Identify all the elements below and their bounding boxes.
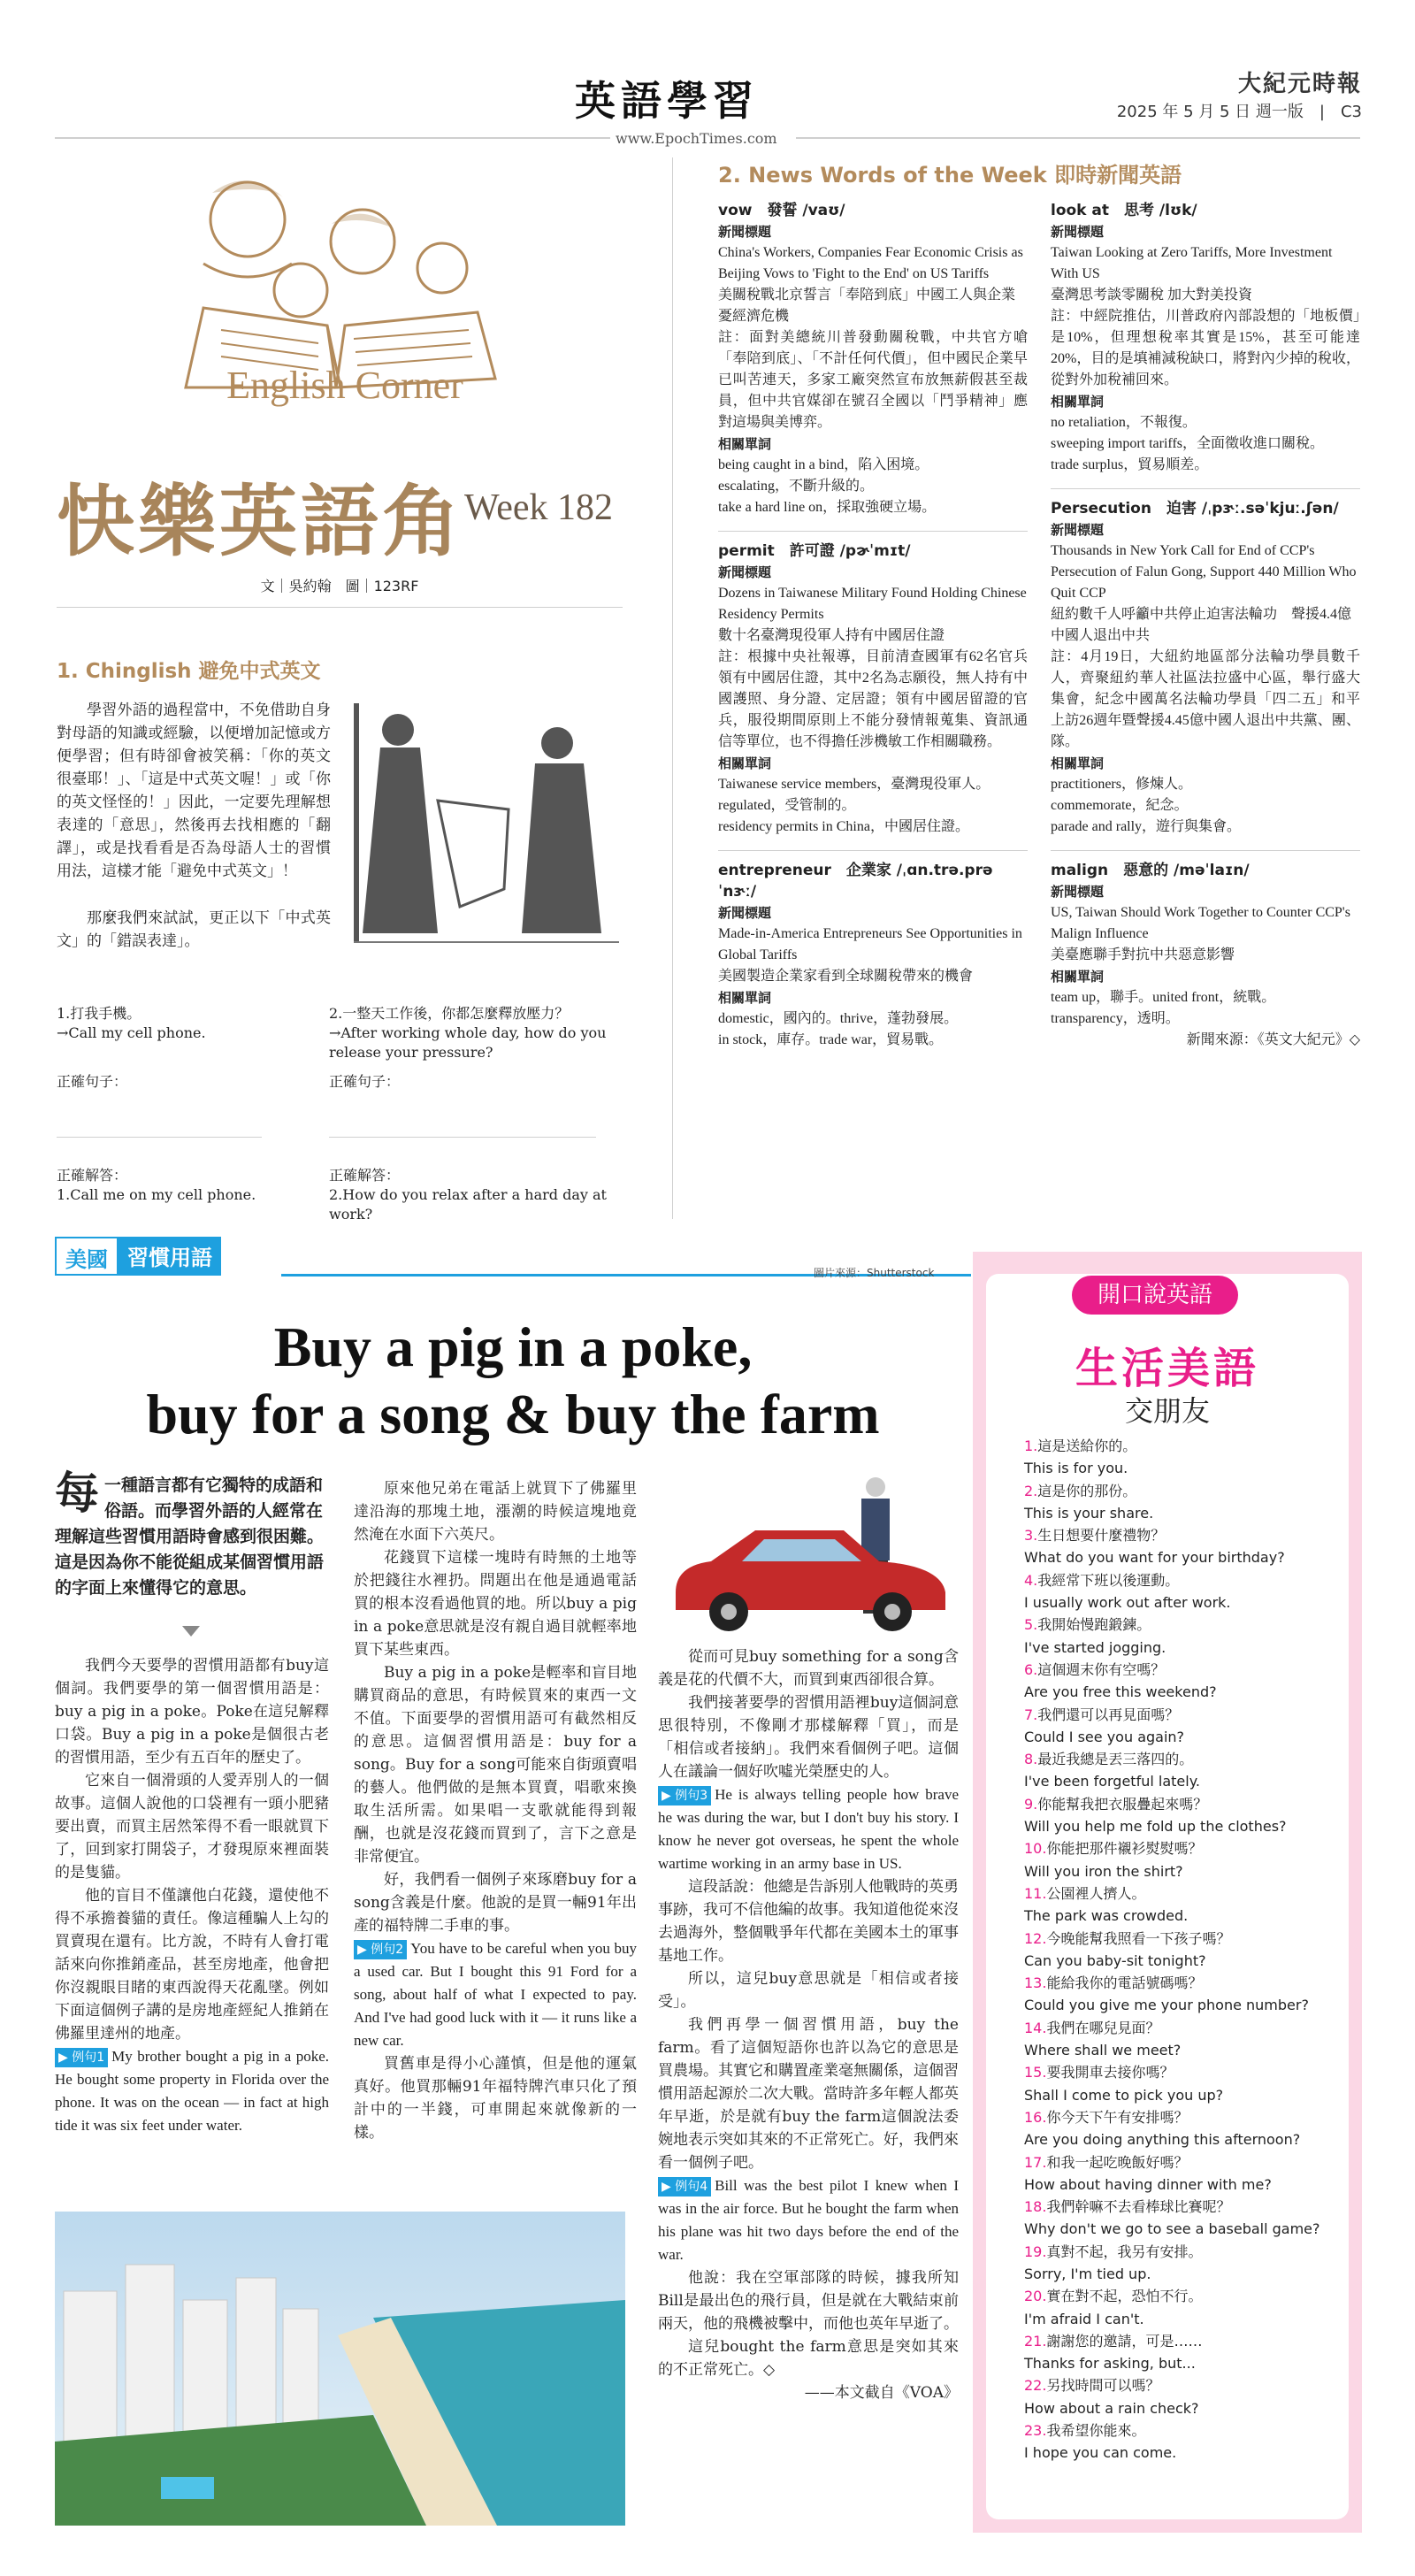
phrase-english: Can you baby-sit tonight? bbox=[1024, 1951, 1206, 1969]
phrase-item-zh bbox=[1024, 1837, 1334, 1859]
phrase-chinese: 這個週末你有空嗎？ bbox=[1037, 1660, 1166, 1678]
english-corner-label: English Corner bbox=[226, 364, 463, 407]
news-column-left bbox=[718, 200, 1028, 1063]
question-2: 2.一整天工作後，你都怎麼釋放壓力？ →After working whole day, how do you release your pressure? bbox=[329, 1005, 607, 1061]
phrase-number: 16. bbox=[1024, 2108, 1047, 2126]
phrase-number: 2. bbox=[1024, 1482, 1038, 1499]
phrase-item-zh bbox=[1024, 1882, 1334, 1905]
phrase-chinese: 我們在哪兒見面？ bbox=[1046, 2019, 1160, 2036]
phrase-chinese: 我希望你能來。 bbox=[1046, 2422, 1146, 2440]
example-4-tag: ▶ 例句4 bbox=[658, 2177, 711, 2196]
phrase-item-zh bbox=[1024, 2374, 1334, 2396]
phrase-item-zh bbox=[1024, 1793, 1334, 1815]
phrase-chinese: 這是送給你的。 bbox=[1037, 1438, 1137, 1454]
page-title: 英語學習 bbox=[575, 77, 759, 125]
phrase-number: 23. bbox=[1024, 2422, 1047, 2440]
phrase-number: 15. bbox=[1024, 2064, 1047, 2082]
section1-intro2: 那麼我們來試試，更正以下「中式英文」的「錯誤表達」。 bbox=[57, 909, 331, 950]
news-item-malign: malign 惡意的 /məˈlaɪn/ 新聞標題 US, Taiwan Should Work Together to Counter CCP's Malign Influence 美臺應聯手對抗中共惡意影響 相關單詞 team up，聯手。united front，統戰。 transparency，透明。 新聞來源：《英文大紀元》◇ bbox=[1051, 862, 1360, 1047]
answer-line-1[interactable] bbox=[57, 1137, 262, 1138]
phrase-chinese: 我們還可以再見面嗎？ bbox=[1037, 1706, 1180, 1723]
phrase-chinese: 我經常下班以後運動。 bbox=[1037, 1571, 1180, 1589]
section1-intro: 學習外語的過程當中，不免借助自身對母語的知識或經驗，以便增加記憶或方便學習；但有時卻會被笑稱：「你的英文很臺耶！」、「這是中式英文喔！」或「你的英文怪怪的！」因此，一定要先理解想表達的「意思」，然後再去找相應的「翻譯」，或是找看看是否為母語人士的習慣用法，這樣才能「避免中式英文」！ bbox=[57, 702, 331, 880]
news-item-vow: vow 發誓 /vaʊ/ 新聞標題 China's Workers, Companies Fear Economic Crisis as Beijing Vows to 'Fight to the End' on US Tariffs 美關稅戰北京誓言「奉陪到底」中國工人與企業憂經濟危機 註：面對美總統川普發動關稅戰，中共官方嗆「奉陪到底」、「不計任何代價」，但中國民企業早已叫苦連天，多家工廠突然宣布放無薪假甚至裁員，但中共官媒卻在號召全國以「鬥爭精神」應對這場與美博弈。 相關單詞 being caught in a bind，陷入困境。 escalating，不斷升級的。 take a hard line on，採取強硬立場。 bbox=[718, 202, 1028, 515]
phrase-english: What do you want for your birthday? bbox=[1024, 1549, 1285, 1567]
down-arrow-icon bbox=[182, 1626, 200, 1637]
byline: 文｜吳約翰 圖｜123RF bbox=[260, 578, 419, 594]
phrase-chinese: 今晚能幫我照看一下孩子嗎？ bbox=[1046, 1929, 1231, 1947]
phrase-number: 22. bbox=[1024, 2377, 1047, 2395]
phrase-english: How about having dinner with me? bbox=[1024, 2175, 1272, 2193]
phrase-english: Will you iron the shirt? bbox=[1024, 1862, 1183, 1880]
section1-title: 1. Chinglish 避免中式英文 bbox=[57, 660, 321, 683]
phrase-item-zh bbox=[1024, 1972, 1334, 1994]
image-credit: 圖片來源：Shutterstock bbox=[814, 1267, 935, 1279]
phrase-english: How about a rain check? bbox=[1024, 2399, 1199, 2417]
article-lede: 每 一種語言都有它獨特的成語和俗語。而學習外語的人經常在理解這些習慣用語時會感到很困難。這是因為你不能從組成某個習慣用語的字面上來懂得它的意思。 bbox=[55, 1467, 325, 1598]
question-1: 1.打我手機。 →Call my cell phone. bbox=[57, 1005, 206, 1041]
phrase-english: Are you free this weekend? bbox=[1024, 1683, 1217, 1701]
phrase-item-zh bbox=[1024, 1524, 1334, 1546]
fix-label-2: 正確句子： bbox=[329, 1073, 401, 1090]
article-col-3: 從而可見buy something for a song含義是花的代價不大，而買到東西卻很合算。 我們接著要學的習慣用語裡buy這個詞意思很特別，不像剛才那樣解釋「買」，而是「相信或者接納」。我們來看個例子吧。這個人在議論一個好吹噓光榮歷史的人。 ▶ 例句3 He is always telling people how brave he was during the war, but I don't buy his story. I know he never got overseas, he spent the whole wartime working in an army base in US. 這段話說：他總是告訴別人他戰時的英勇事跡，我可不信他編的故事。我知道他從來沒去過海外，整個戰爭年代都在美國本土的軍事基地工作。 所以，這兒buy意思就是「相信或者接受」。 我們再學一個習慣用語，buy the farm。看了這個短語你也許以為它的意思是買農場。其實它和購置產業毫無關係，這個習慣用語起源於二次大戰。當時許多年輕人都英年早逝，於是就有buy the farm這個說法委婉地表示突如其來的不正常死亡。好，我們來看一個例子吧。 ▶ 例句4 Bill was the best pilot I knew when I was in the air force. But he bought the farm when his plane was hit two days before the end of the war. 他說：我在空軍部隊的時候，據我所知Bill是最出色的飛行員，但是就在大戰結束前兩天，他的飛機被擊中，而他也英年早逝了。 這兒bought the farm意思是突如其來的不正常死亡。◇ ——本文截自《VOA》 bbox=[658, 1648, 959, 2402]
article-col-1: 我們今天要學的習慣用語都有buy這個詞。我們要學的第一個習慣用語是：buy a pig in a poke。Poke在這兒解釋口袋。Buy a pig in a poke是個很古老的習慣用語，至少有五百年的歷史了。 它來自一個滑頭的人愛弄別人的一個故事。這個人說他的口袋裡有一頭小肥豬要出賣，而買主居然笨得不看一眼就買下了，回到家打開袋子，才發現原來裡面裝的是隻貓。 他的盲目不僅讓他白花錢，還使他不得不承擔養貓的責任。像這種騙人上勾的買賣現在還有。比方說，不時有人會打電話來向你推銷產品，甚至房地產，他會把你沒親眼目睹的東西說得天花亂墜。例如下面這個例子講的是房地產經紀人推銷在佛羅里達州的地產。 ▶ 例句1 My brother bought a pig in a poke. He bought some property in Florida over the phone. It was on the ocean — in fact at high tide it was six feet under water. bbox=[55, 1657, 329, 2134]
example-1-tag: ▶ 例句1 bbox=[55, 2048, 108, 2067]
phrase-chinese: 要我開車去接你嗎？ bbox=[1046, 2064, 1174, 2082]
phrases-subtitle: 交朋友 bbox=[1124, 1394, 1210, 1428]
phrase-item-zh bbox=[1024, 2330, 1334, 2352]
phrase-item-zh bbox=[1024, 2196, 1334, 2218]
phrase-chinese: 謝謝您的邀請，可是…… bbox=[1046, 2332, 1203, 2350]
phrase-english: I hope you can come. bbox=[1024, 2444, 1177, 2462]
phrase-english: Where shall we meet? bbox=[1024, 2042, 1182, 2059]
idiom-tag: 美國 習慣用語 bbox=[55, 1237, 221, 1276]
phrase-english: Why don't we go to see a baseball game? bbox=[1024, 2220, 1320, 2238]
phrase-english: The park was crowded. bbox=[1024, 1907, 1189, 1925]
phrase-english: I've started jogging. bbox=[1024, 1638, 1166, 1656]
phrase-chinese: 公園裡人擠人。 bbox=[1046, 1884, 1146, 1902]
phrase-chinese: 你今天下午有安排嗎？ bbox=[1046, 2108, 1189, 2126]
issue-info: 2025 年 5 月 5 日 週一版 | C3 bbox=[1116, 103, 1362, 121]
column-title: 快樂英語角 bbox=[57, 475, 464, 567]
phrase-number: 9. bbox=[1024, 1795, 1038, 1813]
greek-figures-illustration bbox=[336, 694, 628, 951]
article-headline: Buy a pig in a poke, buy for a song & buy the farm bbox=[146, 1315, 880, 1445]
phrase-english: Thanks for asking, but... bbox=[1024, 2355, 1196, 2373]
phrase-item-zh bbox=[1024, 1480, 1334, 1502]
fix-label-1: 正確句子： bbox=[57, 1073, 128, 1090]
phrase-chinese: 真對不起，我另有安排。 bbox=[1046, 2242, 1203, 2260]
phrase-item-zh bbox=[1024, 2285, 1334, 2307]
phrase-chinese: 生日想要什麼禮物？ bbox=[1037, 1527, 1166, 1545]
phrase-number: 17. bbox=[1024, 2153, 1047, 2171]
example-2-tag: ▶ 例句2 bbox=[354, 1940, 407, 1959]
phrase-english: I usually work out after work. bbox=[1024, 1594, 1231, 1612]
phrase-number: 20. bbox=[1024, 2288, 1047, 2305]
phrase-number: 21. bbox=[1024, 2332, 1047, 2350]
news-item-entrepreneur: entrepreneur 企業家 /ˌɑn.trə.prəˈnɝː/ 新聞標題 Made-in-America Entrepreneurs See Opportunities in Global Tariffs 美國製造企業家看到全球關稅帶來的機會 相關單詞 domestic，國內的。thrive，蓬勃發展。 in stock，庫存。trade war，貿易戰。 bbox=[718, 862, 1022, 1047]
phrase-number: 19. bbox=[1024, 2242, 1047, 2260]
answer-1: 正確解答： 1.Call me on my cell phone. bbox=[57, 1167, 256, 1203]
phrase-item-zh bbox=[1024, 2061, 1334, 2083]
red-car-illustration bbox=[658, 1468, 959, 1637]
news-item-look-at: look at 思考 /lʊk/ 新聞標題 Taiwan Looking at Zero Tariffs, More Investment With US 臺灣思考談零關稅 加大對美投資 註：中經院推估，川普政府內部設想的「地板價」是10%，但理想稅率其實是15%，甚至可能達20%，目的是填補減稅缺口，將對內少掉的稅收，從對外加稅補回來。 相關單詞 no retaliation，不報復。 sweeping import tariffs，全面徵收進口關稅。 trade surplus，貿易順差。 bbox=[1051, 202, 1360, 472]
phrase-chinese: 實在對不起，恐怕不行。 bbox=[1046, 2288, 1203, 2305]
week-number: Week 182 bbox=[464, 487, 614, 528]
phrase-item-zh bbox=[1024, 1659, 1334, 1681]
phrase-number: 13. bbox=[1024, 1974, 1047, 1992]
phrase-number: 5. bbox=[1024, 1616, 1038, 1634]
answer-2: 正確解答： 2.How do you relax after a hard day at work? bbox=[329, 1167, 607, 1223]
phrase-chinese: 這是你的那份。 bbox=[1037, 1482, 1137, 1499]
phrase-item-zh bbox=[1024, 2241, 1334, 2263]
newspaper-name: 大紀元時報 bbox=[1237, 71, 1362, 97]
phrase-english: Could you give me your phone number? bbox=[1024, 1997, 1309, 2014]
news-item-permit: permit 許可證 /pɚˈmɪt/ 新聞標題 Dozens in Taiwanese Military Found Holding Chinese Residency Permits 數十名臺灣現役軍人持有中國居住證 註：根據中央社報導，目前清查國軍有62名官兵領有中國居住證，其中2名為志願役，無人持有中國護照、身分證、定居證；領有中國居留證的官兵，服役期間原則上不能分發情報蒐集、資訊通信等單位，也不得擔任涉機敏工作相關職務。 相關單詞 Taiwanese service members，臺灣現役軍人。regulated，受管制的。 residency permits in China，中國居住證。 bbox=[718, 542, 1028, 834]
phrase-chinese: 你能幫我把衣服疊起來嗎？ bbox=[1037, 1795, 1208, 1813]
phrase-number: 7. bbox=[1024, 1706, 1038, 1723]
phrase-number: 18. bbox=[1024, 2198, 1047, 2216]
phrase-number: 12. bbox=[1024, 1929, 1047, 1947]
phrase-english: Could I see you again? bbox=[1024, 1728, 1185, 1745]
example-3-tag: ▶ 例句3 bbox=[658, 1786, 711, 1806]
news-item-persecution: Persecution 迫害 /ˌpɝː.səˈkjuː.ʃən/ 新聞標題 Thousands in New York Call for End of CCP's Persecution of Falun Gong, Support 440 Million Who Quit CCP 紐約數千人呼籲中共停止迫害法輪功 聲援4.4億中國人退出中共 註：4月19日，大紐約地區部分法輪功學員數千人，齊聚紐約華人社區法拉盛中心區，舉行盛大集會，紀念中國萬名法輪功學員「四二五」和平上訪26週年暨聲援4.45億中國人退出中共黨、團、隊。 相關單詞 practitioners，修煉人。 commemorate，紀念。 parade and rally，遊行與集會。 bbox=[1051, 500, 1360, 834]
phrase-number: 4. bbox=[1024, 1571, 1038, 1589]
divider bbox=[57, 607, 623, 608]
news-column-right bbox=[1051, 200, 1360, 1063]
phrase-chinese: 你能把那件襯衫熨熨嗎？ bbox=[1046, 1840, 1203, 1858]
phrase-item-zh bbox=[1024, 2106, 1334, 2128]
phrase-chinese: 我開始慢跑鍛鍊。 bbox=[1037, 1616, 1151, 1634]
phrase-chinese: 能給我你的電話號碼嗎？ bbox=[1046, 1974, 1203, 1992]
phrase-english: Are you doing anything this afternoon? bbox=[1024, 2131, 1301, 2149]
phrase-number: 6. bbox=[1024, 1660, 1038, 1678]
phrase-english: Shall I come to pick you up? bbox=[1024, 2086, 1224, 2104]
phrase-item-zh bbox=[1024, 2419, 1334, 2442]
phrase-english: Sorry, I'm tied up. bbox=[1024, 2265, 1151, 2282]
speak-english-pill: 開口說英語 bbox=[1072, 1276, 1238, 1315]
phrase-number: 3. bbox=[1024, 1527, 1038, 1545]
phrase-number: 10. bbox=[1024, 1840, 1047, 1858]
phrase-number: 8. bbox=[1024, 1751, 1038, 1768]
site-url[interactable]: www.EpochTimes.com bbox=[616, 130, 777, 147]
phrase-english: I'm afraid I can't. bbox=[1024, 2310, 1144, 2327]
phrases-title: 生活美語 bbox=[1075, 1344, 1259, 1393]
phrase-item-zh bbox=[1024, 1435, 1334, 1457]
phrase-item-zh bbox=[1024, 2017, 1334, 2039]
phrase-item-zh bbox=[1024, 2151, 1334, 2174]
phrase-english: Will you help me fold up the clothes? bbox=[1024, 1818, 1287, 1836]
phrase-item-zh bbox=[1024, 1748, 1334, 1770]
phrase-list bbox=[1024, 1435, 1334, 2465]
phrase-english: I've been forgetful lately. bbox=[1024, 1773, 1200, 1790]
phrase-chinese: 和我一起吃晚飯好嗎？ bbox=[1046, 2153, 1189, 2171]
phrase-chinese: 最近我總是丟三落四的。 bbox=[1037, 1751, 1194, 1768]
answer-line-2[interactable] bbox=[329, 1137, 596, 1138]
section2-title: 2. News Words of the Week 即時新聞英語 bbox=[718, 163, 1182, 188]
phrase-item-zh bbox=[1024, 1928, 1334, 1950]
article-col-2: 原來他兄弟在電話上就買下了佛羅里達沿海的那塊土地，漲潮的時候這塊地竟然淹在水面下六英尺。 花錢買下這樣一塊時有時無的土地等於把錢往水裡扔。問題出在他是通過電話買的根本沒看過他買的地。所以buy a pig in a poke意思就是沒有親自過目就輕率地買下某些東西。 Buy a pig in a poke是輕率和盲目地購買商品的意思，有時候買來的東西一文不值。下面要學的習慣用語可有截然相反的意思。這個習慣用語是：buy for a song。Buy for a song可能來自街頭賣唱的藝人。他們做的是無本買賣，唱歌來換取生活所需。如果唱一支歌就能得到報酬，也就是沒花錢而買到了，言下之意是非常便宜。 好，我們看一個例子來琢磨buy for a song含義是什麼。他說的是買一輛91年出產的福特牌二手車的事。 ▶ 例句2 You have to be careful when you buy a used car. But I bought this 91 Ford for a song, about half of what I expected to pay. And I've had good luck with it — it runs like a new car. 買舊車是得小心謹慎，但是他的運氣真好。他買那輛91年福特牌汽車只化了預計中的一半錢，可車開起來就像新的一樣。 bbox=[354, 1480, 637, 2142]
phrase-chinese: 我們幹嘛不去看棒球比賽呢？ bbox=[1046, 2198, 1231, 2216]
phrase-item-zh bbox=[1024, 1614, 1334, 1636]
column-divider bbox=[672, 157, 673, 1219]
phrase-number: 11. bbox=[1024, 1884, 1047, 1902]
phrase-english: This is for you. bbox=[1024, 1460, 1128, 1477]
phrase-number: 1. bbox=[1024, 1438, 1038, 1454]
phrase-chinese: 另找時間可以嗎？ bbox=[1046, 2377, 1160, 2395]
beach-city-photo bbox=[55, 2212, 625, 2526]
phrase-number: 14. bbox=[1024, 2019, 1047, 2036]
phrase-item-zh bbox=[1024, 1569, 1334, 1591]
phrase-english: This is your share. bbox=[1024, 1504, 1154, 1522]
phrase-item-zh bbox=[1024, 1704, 1334, 1726]
